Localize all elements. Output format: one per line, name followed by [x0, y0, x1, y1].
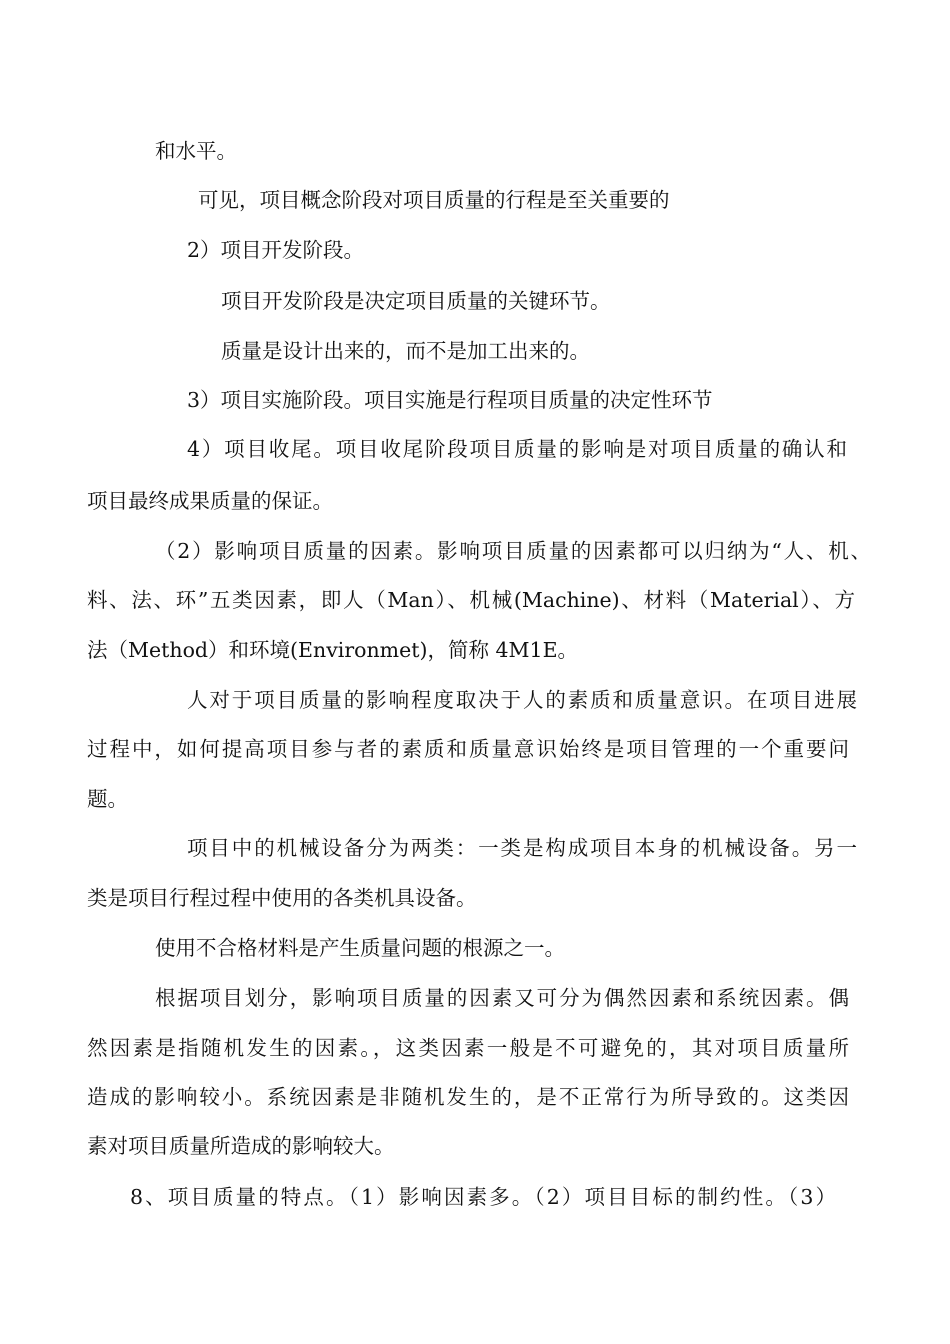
text-line: 8、项目质量的特点。（1）影响因素多。（2）项目目标的制约性。（3） — [130, 1185, 836, 1209]
text-line: 项目开发阶段是决定项目质量的关键环节。 — [221, 289, 611, 313]
text-line: 4）项目收尾。项目收尾阶段项目质量的影响是对项目质量的确认和 — [187, 437, 847, 461]
text-line: 人对于项目质量的影响程度取决于人的素质和质量意识。在项目进展 — [187, 688, 857, 712]
text-line: 造成的影响较小。系统因素是非随机发生的，是不正常行为所导致的。这类因 — [87, 1085, 849, 1109]
text-line: 项目中的机械设备分为两类：一类是构成项目本身的机械设备。另一 — [187, 836, 857, 860]
text-line: 可见，项目概念阶段对项目质量的行程是至关重要的 — [198, 188, 670, 212]
text-line: 和水平。 — [155, 139, 237, 163]
text-line: 过程中，如何提高项目参与者的素质和质量意识始终是项目管理的一个重要问 — [87, 737, 849, 761]
text-line: 项目最终成果质量的保证。 — [87, 489, 333, 513]
text-line: 根据项目划分，影响项目质量的因素又可分为偶然因素和系统因素。偶 — [155, 986, 849, 1010]
text-line: 使用不合格材料是产生质量问题的根源之一。 — [155, 936, 565, 960]
text-line: 素对项目质量所造成的影响较大。 — [87, 1134, 395, 1158]
text-line: 类是项目行程过程中使用的各类机具设备。 — [87, 886, 477, 910]
text-line: 3）项目实施阶段。项目实施是行程项目质量的决定性环节 — [187, 388, 713, 412]
text-line: 题。 — [87, 787, 128, 811]
text-line: 料、法、环”五类因素，即人（Man）、机械(Machine)、材料（Material）、方 — [87, 588, 855, 612]
text-line: 2）项目开发阶段。 — [187, 238, 365, 262]
text-line: 质量是设计出来的，而不是加工出来的。 — [221, 339, 590, 363]
text-line: 法（Method）和环境(Environmet)，简称 4M1E。 — [87, 638, 579, 662]
text-line: （2）影响项目质量的因素。影响项目质量的因素都可以归纳为“人、机、 — [155, 539, 871, 563]
text-line: 然因素是指随机发生的因素。，这类因素一般是不可避免的，其对项目质量所 — [87, 1036, 849, 1060]
